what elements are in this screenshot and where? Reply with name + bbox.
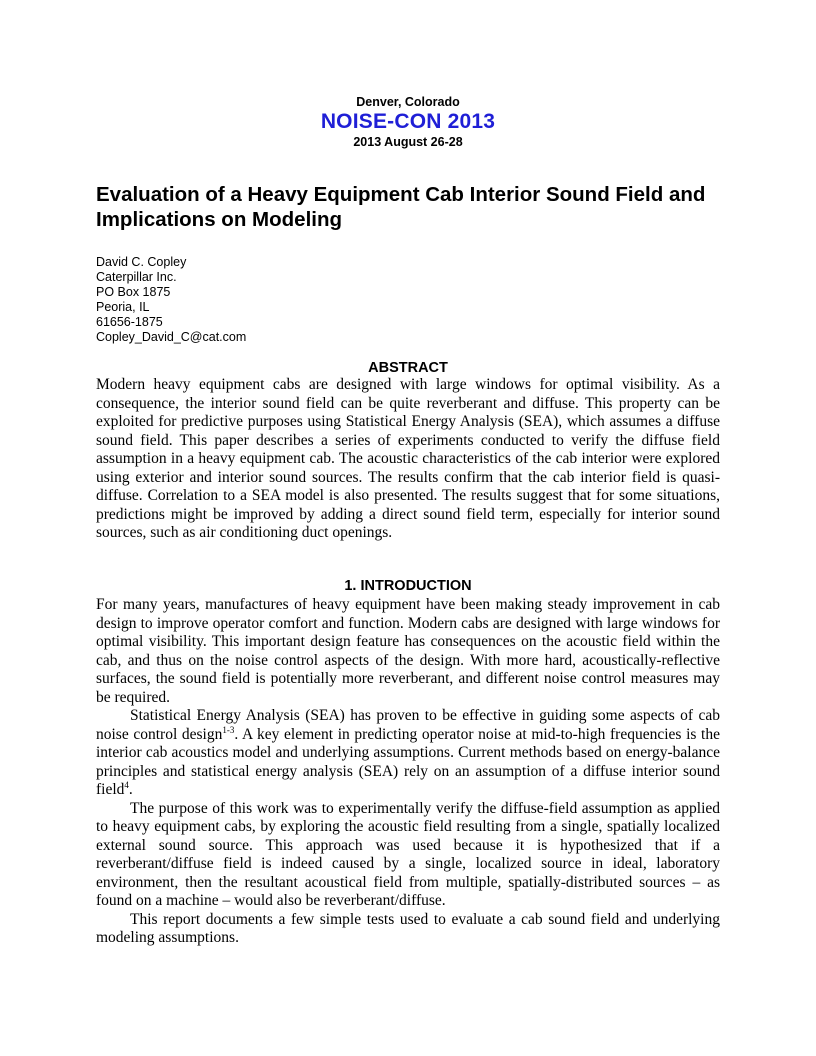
- abstract-body: [96, 376, 720, 543]
- intro-paragraph-2-part-b: . A key element in predicting operator noise at mid-to-high frequencies is the interior cab acoustics model and underlying assumptions. Current methods based on energy-balance principles and statistical energy analysis (SEA) rely on an assumption of a diffuse interior sound field: [96, 725, 720, 798]
- introduction-body: [96, 596, 720, 948]
- intro-paragraph-3: The purpose of this work was to experimentally verify the diffuse-field assumption as applied to heavy equipment cabs, by exploring the acoustic field resulting from a single, spatially localized external sound source. This approach was used because it is hypothesized that if a reverberant/diffuse field is indeed caused by a single, localized source in ideal, laboratory environment, then the resultant acoustical field from multiple, spatially-distributed sources – as found on a machine – would also be reverberant/diffuse.: [96, 799, 720, 909]
- author-name: David C. Copley: [96, 255, 187, 269]
- intro-paragraph-4: This report documents a few simple tests used to evaluate a cab sound field and underlying modeling assumptions.: [96, 910, 720, 946]
- introduction-heading: 1. INTRODUCTION: [344, 578, 472, 594]
- conference-dates: 2013 August 26-28: [353, 135, 463, 149]
- author-affiliation: Caterpillar Inc.: [96, 270, 177, 285]
- intro-paragraph-2-part-c: .: [128, 781, 133, 798]
- citation-1-3: 1-3: [222, 724, 235, 735]
- paper-title: Evaluation of a Heavy Equipment Cab Interior Sound Field and Implications on Modeling: [96, 183, 706, 231]
- author-email: Copley_David_C@cat.com: [96, 330, 247, 345]
- intro-paragraph-2-part-a: Statistical Energy Analysis (SEA) has proven to be effective in guiding some aspects of cab noise control design: [96, 707, 720, 743]
- author-address-line-2: Peoria, IL: [96, 300, 150, 315]
- abstract-heading: ABSTRACT: [368, 360, 448, 376]
- intro-paragraph-2: [96, 707, 720, 800]
- author-zip: 61656-1875: [96, 315, 163, 330]
- author-address-line-1: PO Box 1875: [96, 285, 171, 300]
- conference-location: Denver, Colorado: [356, 95, 460, 109]
- abstract-paragraph: Modern heavy equipment cabs are designed with large windows for optimal visibility. As a consequence, the interior sound field can be quite reverberant and diffuse. This property can be exploited for predictive purposes using Statistical Energy Analysis (SEA), which assumes a diffuse sound field. This paper describes a series of experiments conducted to verify the diffuse field assumption in a heavy equipment cab. The acoustic characteristics of the cab interior were explored using exterior and interior sound sources. The results confirm that the cab interior field is quasi-diffuse. Correlation to a SEA model is also presented. The results suggest that for some situations, predictions might be improved by adding a direct sound field term, especially for interior sound sources, such as air conditioning duct openings.: [96, 376, 720, 541]
- conference-name: NOISE-CON 2013: [320, 110, 496, 133]
- citation-4: 4: [124, 779, 129, 790]
- author-block: [96, 255, 246, 346]
- intro-paragraph-1: For many years, manufactures of heavy equipment have been making steady improvement in cab design to improve operator comfort and function. Modern cabs are designed with large windows for optimal visibility. This important design feature has consequences on the acoustic field within the cab, and thus on the noise control aspects of the design. With more hard, acoustically-reflective surfaces, the sound field is potentially more reverberant, and different noise control measures may be required.: [96, 596, 720, 706]
